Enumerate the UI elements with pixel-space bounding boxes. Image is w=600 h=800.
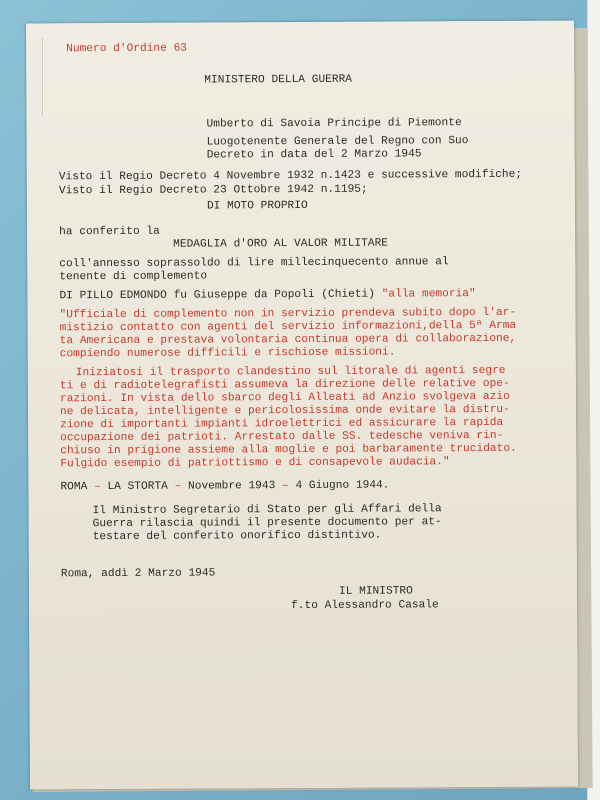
stipend-line-2: tenente di complemento xyxy=(59,270,208,284)
issuer-line-1: Umberto di Savoia Principe di Piemonte xyxy=(206,117,462,131)
recipient-name: DI PILLO EDMONDO fu Giuseppe da Popoli (Chieti) xyxy=(59,288,376,303)
decree-line-1: Visto il Regio Decreto 4 Novembre 1932 n.1423 e successive modifiche; xyxy=(58,168,523,184)
conferito-text: ha conferito la xyxy=(59,225,160,239)
release-line-1: Il Ministro Segretario di Stato per gli Affari della xyxy=(92,503,442,518)
order-number-value: 63 xyxy=(173,42,188,55)
date-end: 4 Giugno 1944. xyxy=(295,479,390,493)
citation-p2-line: razioni. In vista dello sbarco degli Alleati ad Anzio svolgeva azio xyxy=(59,390,510,406)
issuer-line-2: Luogotenente Generale del Regno con Suo xyxy=(206,135,469,149)
ministry-heading: MINISTERO DELLA GUERRA xyxy=(204,73,353,87)
order-number-label: Numero d'Ordine xyxy=(66,42,167,56)
citation-p2-line: chiuso in prigione assieme alla moglie e poi barbaramente trucidato. xyxy=(60,442,517,458)
medal-name: MEDAGLIA d'ORO AL VALOR MILITARE xyxy=(173,237,389,251)
date-start: Novembre 1943 xyxy=(188,480,276,493)
release-line-2: Guerra rilascia quindi il presente documento per at- xyxy=(92,516,442,531)
place-storta: LA STORTA xyxy=(107,480,168,494)
moto-proprio: DI MOTO PROPRIO xyxy=(206,199,308,213)
citation-p2-line: occupazione dei patrioti. Arrestato dalle SS. tedesche veniva rin- xyxy=(60,429,504,445)
citation-p1-line: ta Americana e prestava volontaria continua opera di collaborazione, xyxy=(59,332,517,348)
document-sheet xyxy=(26,21,578,790)
citation-p1-line: compiendo numerose difficili e rischiose missioni. xyxy=(59,346,396,361)
citation-p1-line: mistizio contatto con agenti del servizio informazioni,della 5ª Arma xyxy=(59,319,517,335)
citation-p2-line: ne delicata, intelligente e pericolosissima onde evitare la distru- xyxy=(60,403,510,419)
place-and-dates: ROMA – LA STORTA – Novembre 1943 – 4 Giugno 1944. xyxy=(60,479,390,494)
citation-p2-line: zione di importanti impianti idroelettrici ed assicurare la rapida xyxy=(60,416,504,432)
minister-title: IL MINISTRO xyxy=(338,585,413,598)
citation-p1-line: "Ufficiale di complemento non in servizio prendeva subito dopo l'ar- xyxy=(59,306,517,322)
decree-line-2: Visto il Regio Decreto 23 Ottobre 1942 n.1195; xyxy=(58,183,368,198)
place-date-signoff: Roma, addì 2 Marzo 1945 xyxy=(60,567,216,581)
issuer-line-3: Decreto in data del 2 Marzo 1945 xyxy=(206,148,422,162)
stipend-line-1: coll'annesso soprassoldo di lire millecinquecento annue al xyxy=(59,256,449,271)
citation-p2-line: Fulgido esempio di patriottismo e di consapevole audacia." xyxy=(60,456,450,471)
release-line-3: testare del conferito onorifico distintivo. xyxy=(92,529,382,544)
order-number xyxy=(66,43,187,56)
recipient-line xyxy=(59,288,475,303)
tape-strip xyxy=(30,38,43,116)
place-roma: ROMA xyxy=(60,481,88,494)
minister-signature: f.to Alessandro Casale xyxy=(291,599,439,613)
alla-memoria: "alla memoria" xyxy=(381,288,476,301)
citation-p2-line: Iniziatosi il trasporto clandestino sul litorale di agenti segre xyxy=(75,364,506,380)
citation-p2-line: ti e di radiotelegrafisti assumeva la direzione delle relative ope- xyxy=(59,377,510,393)
